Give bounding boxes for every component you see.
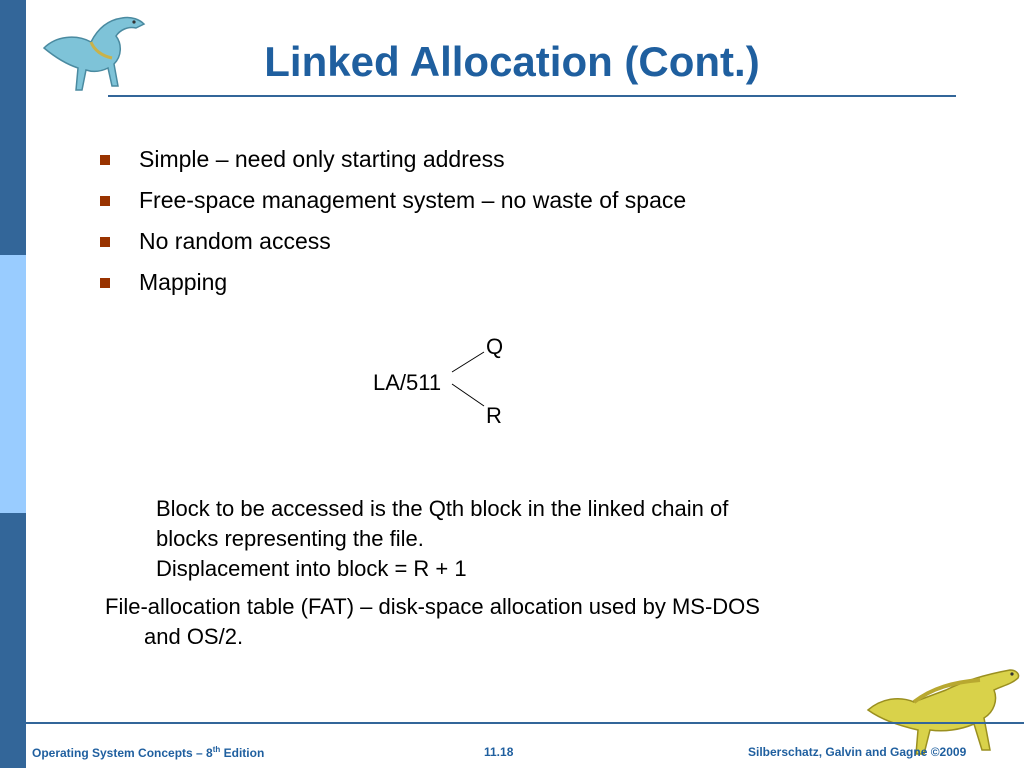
slide-title: Linked Allocation (Cont.) bbox=[264, 38, 760, 85]
mapping-remainder: R bbox=[486, 403, 502, 428]
explanation-line: blocks representing the file. bbox=[156, 526, 424, 551]
footer-course-prefix: Operating System Concepts – 8 bbox=[32, 746, 213, 760]
bullet-text: Mapping bbox=[139, 269, 228, 295]
mapping-quotient: Q bbox=[486, 334, 504, 359]
explanation-block bbox=[156, 494, 728, 584]
footer-course-sup: th bbox=[212, 745, 221, 754]
footer-course bbox=[32, 745, 264, 760]
explanation-line: Displacement into block = R + 1 bbox=[156, 556, 467, 581]
fat-line: and OS/2. bbox=[144, 624, 244, 649]
page-number: 11.18 bbox=[484, 745, 514, 759]
fat-paragraph bbox=[105, 592, 760, 652]
fat-line: File-allocation table (FAT) – disk-space allocation used by MS-DOS bbox=[105, 594, 760, 619]
explanation-line: Block to be accessed is the Qth block in the linked chain of bbox=[156, 496, 729, 521]
bullet-text: Free-space management system – no waste of space bbox=[139, 187, 687, 213]
footer-rule bbox=[26, 722, 1024, 724]
footer-course-suffix: Edition bbox=[220, 746, 265, 760]
footer-authors: Silberschatz, Galvin and Gagne ©2009 bbox=[748, 745, 967, 759]
mapping-dividend: LA/511 bbox=[373, 370, 442, 395]
mapping-branch-lines bbox=[450, 350, 490, 410]
bullet-text: No random access bbox=[139, 228, 331, 254]
bullet-text: Simple – need only starting address bbox=[139, 146, 505, 172]
